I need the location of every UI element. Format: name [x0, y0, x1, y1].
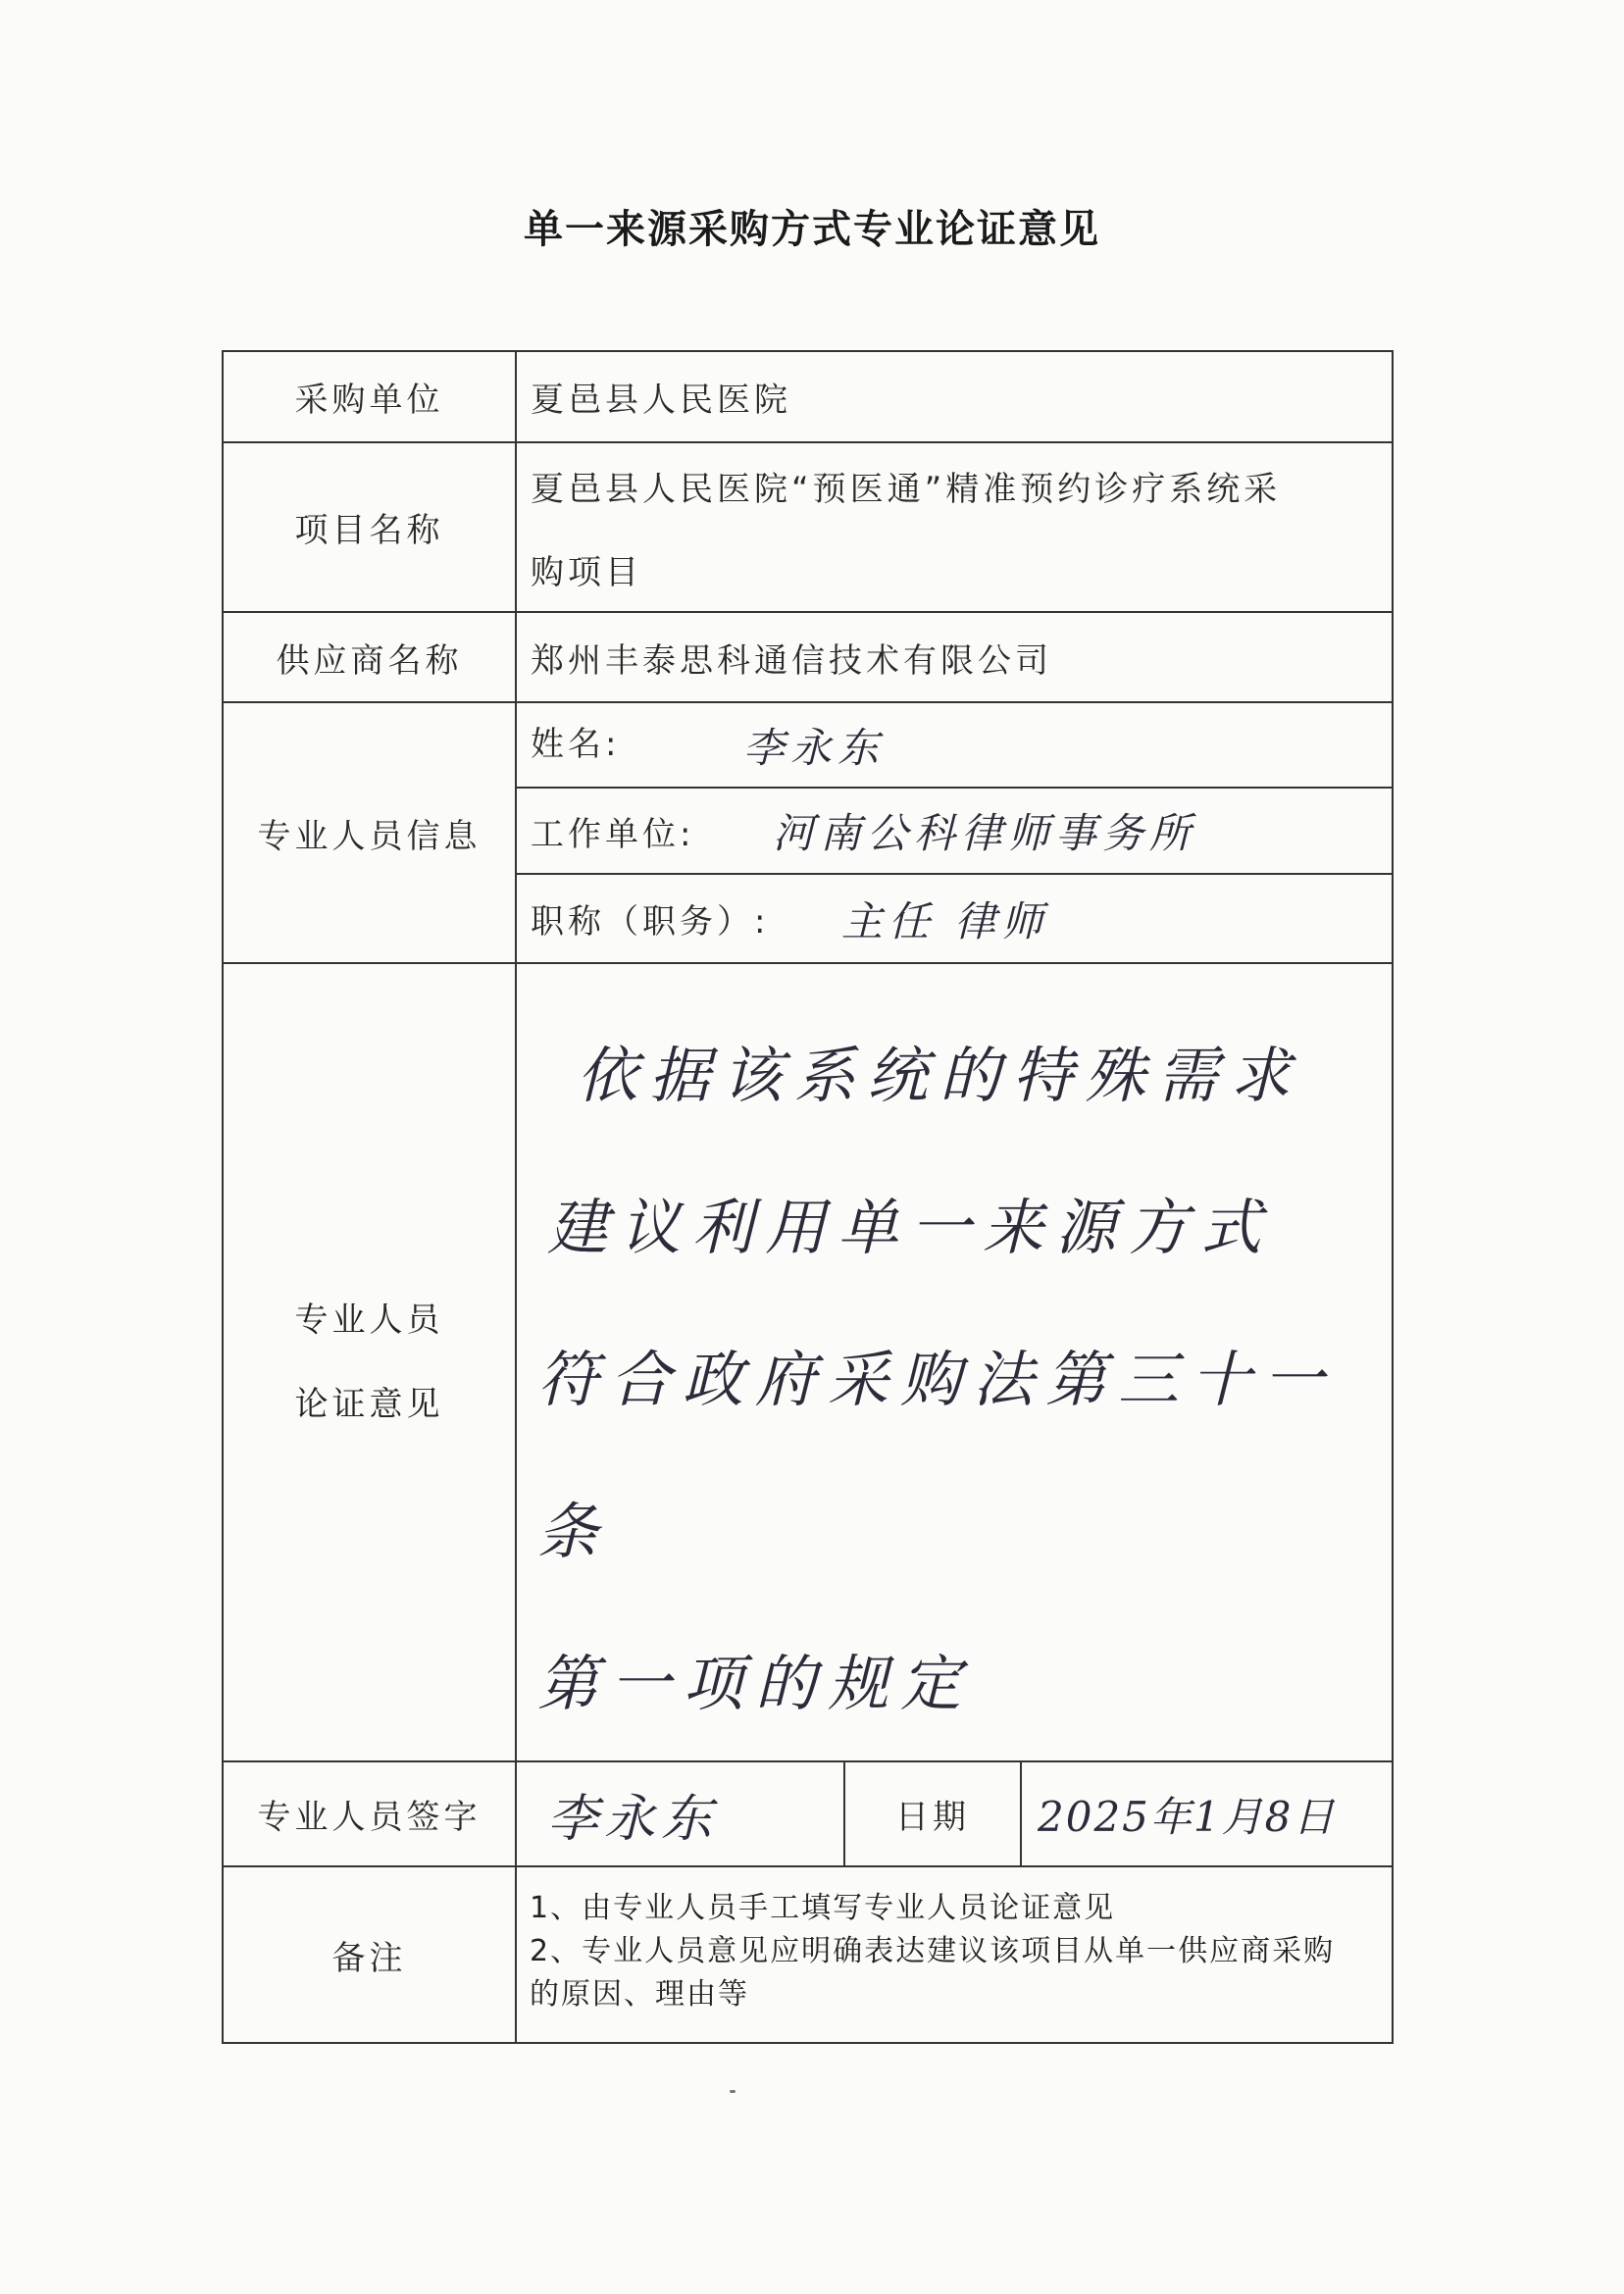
- date-label: 日期: [895, 1798, 970, 1837]
- expert-org-label: 工作单位:: [531, 814, 695, 854]
- opinion-label-line1: 专业人员: [294, 1300, 444, 1340]
- opinion-handwritten: [537, 999, 1392, 1759]
- opinion-form: [222, 350, 1394, 2044]
- expert-org-handwritten: 河南公科律师事务所: [773, 809, 1197, 857]
- opinion-line: 第一项的规定: [537, 1648, 974, 1719]
- opinion-label: [224, 964, 515, 1760]
- remarks-line: 1、由专业人员手工填写专业人员论证意见: [530, 1891, 1116, 1925]
- project-label: 项目名称: [294, 511, 444, 550]
- project-value-line1: 夏邑县人民医院“预医通”精准预约诊疗系统采: [531, 469, 1282, 509]
- opinion-label-line2: 论证意见: [294, 1385, 444, 1424]
- scan-speck: [730, 2090, 736, 2093]
- opinion-line: 依据该系统的特殊需求: [577, 1040, 1303, 1111]
- remarks-label: 备注: [331, 1938, 407, 1978]
- page-title: 单一来源采购方式专业论证意见: [524, 207, 1100, 252]
- signature-label: 专业人员签字: [257, 1798, 482, 1837]
- remarks-line: 2、专业人员意见应明确表达建议该项目从单一供应商采购: [530, 1934, 1336, 1968]
- expert-title-handwritten: 主任 律师: [841, 896, 1049, 945]
- expert-name-label: 姓名:: [531, 725, 621, 764]
- remarks-line: 的原因、理由等: [530, 1977, 749, 2012]
- signature-handwritten: 李永东: [547, 1790, 719, 1849]
- expert-name-handwritten: 李永东: [743, 723, 886, 772]
- column-divider: [1020, 1760, 1022, 1865]
- expert-title-label: 职称（职务）:: [531, 902, 770, 942]
- remarks-text: [530, 1887, 1383, 2016]
- supplier-value: 郑州丰泰思科通信技术有限公司: [531, 640, 1052, 681]
- date-handwritten: 2025年1月8日: [1038, 1792, 1337, 1841]
- purchaser-value: 夏邑县人民医院: [531, 381, 791, 420]
- opinion-line: 建议利用单一来源方式: [547, 1192, 1274, 1263]
- purchaser-label: 采购单位: [294, 381, 444, 420]
- opinion-line: 符合政府采购法第三十一条: [537, 1344, 1337, 1567]
- project-value-line2: 购项目: [531, 553, 642, 592]
- expert-info-label: 专业人员信息: [257, 816, 482, 856]
- supplier-label: 供应商名称: [276, 640, 463, 681]
